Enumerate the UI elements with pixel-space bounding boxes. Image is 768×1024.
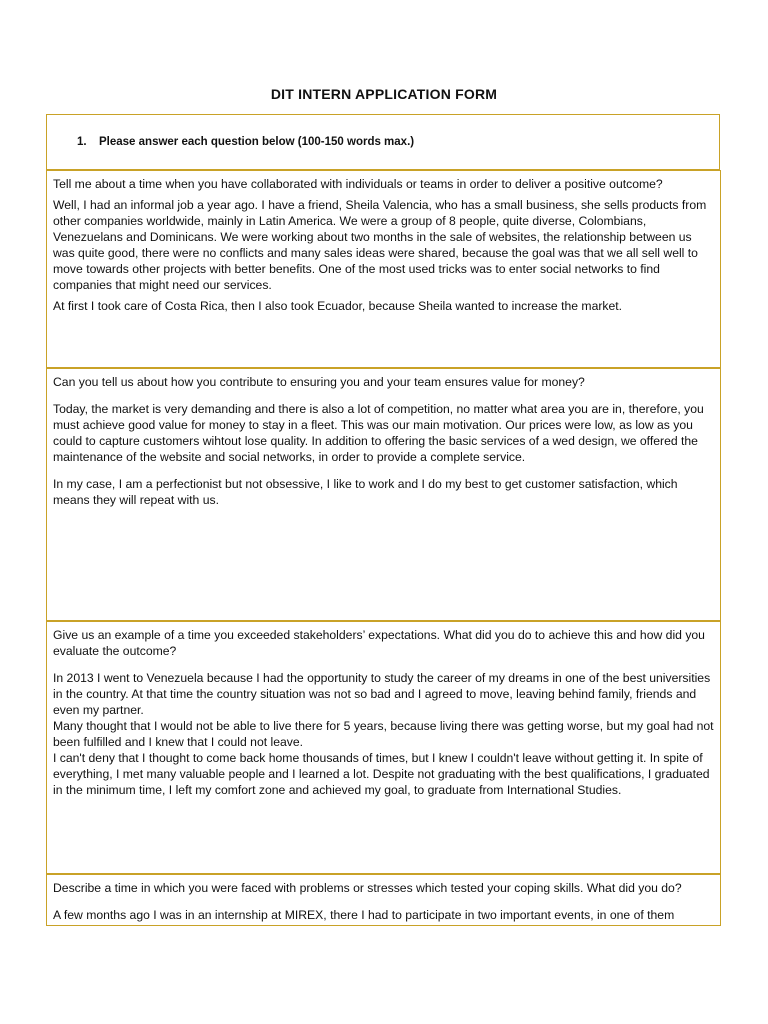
answer-2-paragraph-2: In my case, I am a perfectionist but not obsessive, I like to work and I do my best to get customer satisfaction, which means they will repeat with us. bbox=[53, 477, 678, 507]
question-1-text: Tell me about a time when you have collaborated with individuals or teams in order to deliver a positive outcome? bbox=[53, 177, 663, 191]
instruction-number: 1. bbox=[77, 136, 87, 148]
answer-3-body bbox=[53, 670, 714, 798]
instruction-text: Please answer each question below (100-150 words max.) bbox=[99, 136, 415, 148]
question-3-text: Give us an example of a time you exceeded stakeholders’ expectations. What did you do to achieve this and how did you evaluate the outcome? bbox=[53, 628, 705, 658]
answer-3-line-1: In 2013 I went to Venezuela because I had the opportunity to study the career of my dreams in one of the best universities in the country. At that time the country situation was not so bad and I agreed to move, leaving behind family, friends and even my partner. bbox=[53, 671, 711, 717]
question-3-box bbox=[46, 621, 721, 874]
question-2-text: Can you tell us about how you contribute to ensuring you and your team ensures value for money? bbox=[53, 375, 585, 389]
answer-3-line-3: I can't deny that I thought to come back home thousands of times, but I knew I couldn't leave without getting it. In spite of everything, I met many valuable people and I learned a lot. Despite not graduating with the best qualifications, I graduated in the minimum time, I left my comfort zone and achieved my goal, to graduate from International Studies. bbox=[53, 751, 710, 797]
form-title: DIT INTERN APPLICATION FORM bbox=[270, 86, 498, 102]
instruction bbox=[77, 136, 414, 148]
answer-2-paragraph-1: Today, the market is very demanding and there is also a lot of competition, no matter what area you are in, therefore, you must achieve good value for money to stay in a fleet. This was our main motivation. Our prices were low, as low as you could to capture customers wihtout lose quality. In addition to offering the basic services of a wed design, we offered the maintenance of the website and social networks, in order to provide a complete service. bbox=[53, 402, 704, 464]
answer-4-paragraph-1: A few months ago I was in an internship at MIREX, there I had to participate in two important events, in one of them bbox=[53, 908, 675, 922]
question-2-box bbox=[46, 368, 721, 621]
answer-3-line-2: Many thought that I would not be able to live there for 5 years, because living there was getting worse, but my goal had not been fulfilled and I knew that I could not leave. bbox=[53, 719, 714, 749]
answer-1-paragraph-1: Well, I had an informal job a year ago. I have a friend, Sheila Valencia, who has a small business, she sells products from other companies worldwide, mainly in Latin America. We were a group of 8 people, quite diverse, Colombians, Venezuelans and Dominicans. We were working about two months in the sale of websites, the relationship between us was quite good, there were no conflicts and many sales ideas were shared, because the goal was that we all sell well to move towards other projects with better benefits. One of the most used tricks was to enter social networks to find companies that might need our services. bbox=[53, 198, 707, 292]
question-1-box bbox=[46, 170, 721, 368]
question-4-box bbox=[46, 874, 721, 926]
answer-1-paragraph-2: At first I took care of Costa Rica, then I also took Ecuador, because Sheila wanted to increase the market. bbox=[53, 299, 623, 313]
instruction-box bbox=[46, 114, 720, 170]
question-4-text: Describe a time in which you were faced with problems or stresses which tested your coping skills. What did you do? bbox=[53, 881, 682, 895]
